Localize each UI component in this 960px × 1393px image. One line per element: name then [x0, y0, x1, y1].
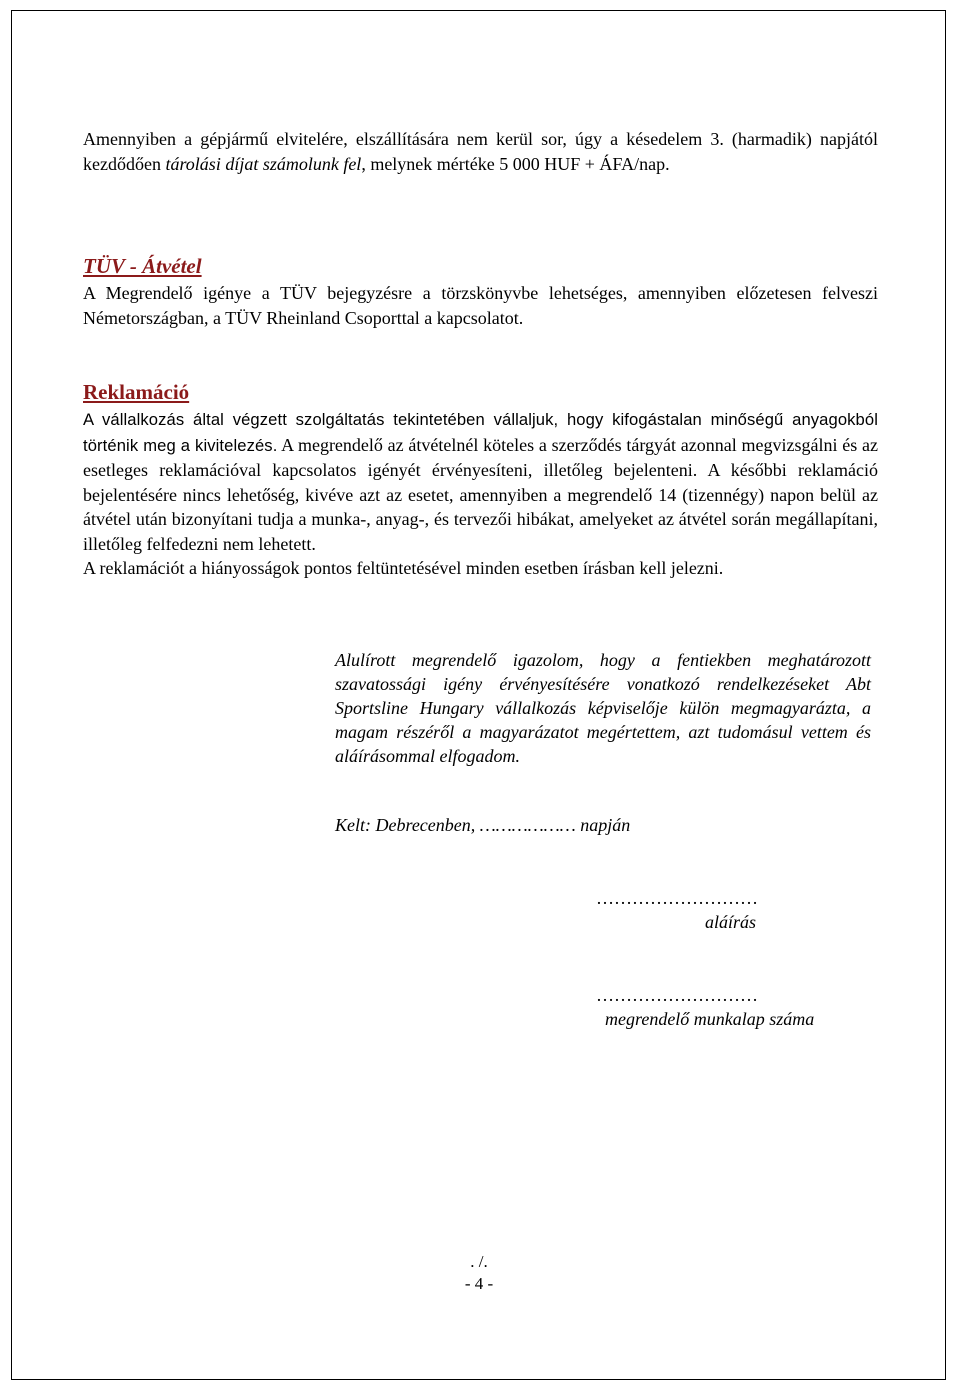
continuation-mark: . /. — [470, 1252, 488, 1271]
reklamacio-text: A megrendelő az átvételnél köteles a szerződés tárgyát azonnal megvizsgálni és az esetleges reklamációval kapcsolatos igényét érvényesíteni, illetőleg bejelenteni. A későbbi reklamáció bejelentésére nincs lehetőség, kivéve azt az esetet, amennyiben a megrendelő 14 (tizennégy) napon belül az átvétel után bizonyítani tudja a munka-, anyag-, és tervezői hibákat, amelyeket az átvétel során megállapítani, illetőleg felfedezni nem lehetett. — [83, 434, 879, 554]
signature-label: aláírás — [705, 912, 757, 932]
signature-dots: ……………………… — [596, 888, 758, 908]
worksheet-dots: ……………………… — [596, 985, 758, 1005]
tuv-paragraph — [83, 281, 878, 330]
page-number: - 4 - — [464, 1274, 494, 1293]
storage-text-1: Amennyiben a gépjármű elvitelére, elszállítására nem kerül sor, úgy a késedelem 3. (harmadik) napjától kezdődően — [83, 129, 878, 174]
reklamacio-paragraph — [83, 407, 878, 581]
kelt-line: Kelt: Debrecenben, ……………… napján — [335, 815, 631, 835]
storage-emphasis: tárolási díjat számolunk fel — [165, 153, 362, 174]
customer-statement — [335, 648, 871, 768]
reklamacio-final: A reklamációt a hiányosságok pontos feltüntetésével minden esetben írásban kell jelezni. — [83, 558, 724, 578]
reklamacio-heading: Reklamáció — [83, 380, 190, 404]
storage-fee-paragraph — [83, 127, 878, 176]
reklamacio-sans-text: A vállalkozás által végzett szolgáltatás tekintetében vállaljuk, hogy kifogástalan minőségű anyagokból történik meg a kivitelezés. — [83, 410, 878, 455]
storage-text-2: , melynek mértéke 5 000 HUF + ÁFA/nap. — [361, 153, 670, 174]
tuv-heading: TÜV - Átvétel — [83, 254, 202, 278]
statement-text: Alulírott megrendelő igazolom, hogy a fentiekben meghatározott szavatossági igény érvényesítésére vonatkozó rendelkezéseket Abt Sportsline Hungary vállalkozás képviselője külön megmagyarázta, a magam részéről a magyarázatot megértettem, azt tudomásul vettem és aláírásommal elfogadom. — [335, 650, 871, 766]
worksheet-label: megrendelő munkalap száma — [605, 1009, 815, 1029]
tuv-text: A Megrendelő igénye a TÜV bejegyzésre a törzskönyvbe lehetséges, amennyiben előzetesen felveszi Németországban, a TÜV Rheinland Csoporttal a kapcsolatot. — [83, 283, 878, 328]
